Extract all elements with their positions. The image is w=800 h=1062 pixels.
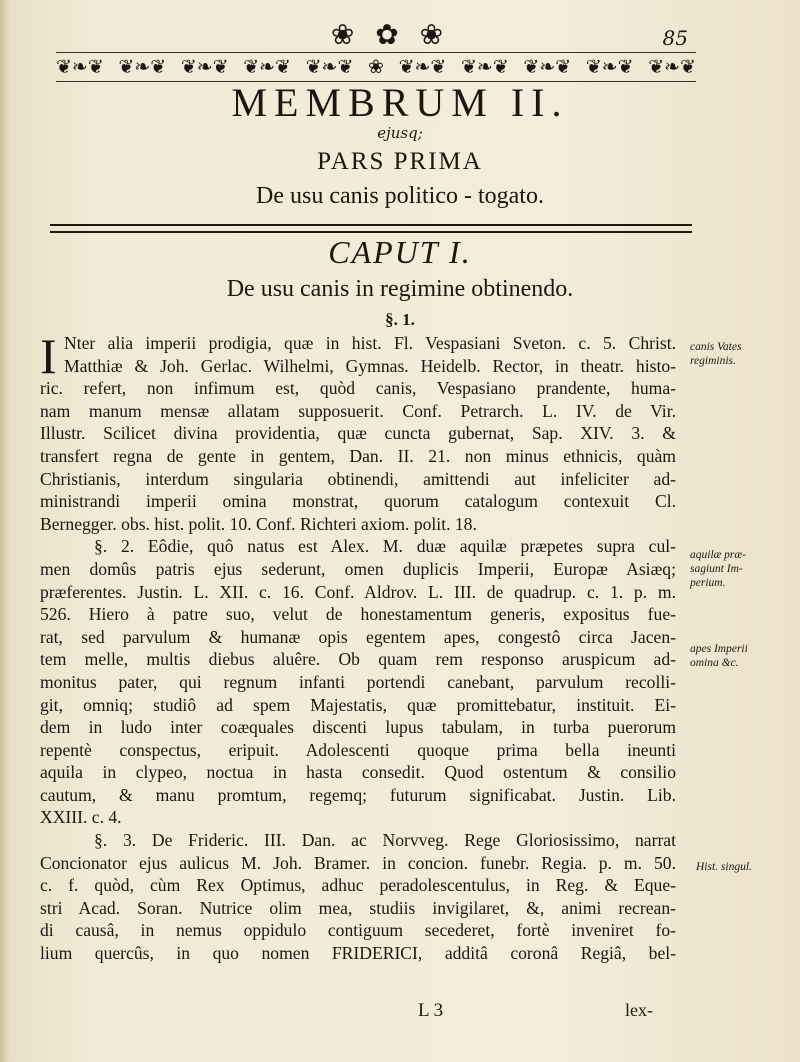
text-line: cautum, & manu promtum, regemq; futurum significabat. Justin. Lib. (40, 784, 676, 805)
drop-cap: I (40, 328, 57, 384)
ornament-glyph: ❦❧❦ (56, 56, 104, 78)
page-number: 85 (662, 26, 688, 50)
margin-note-line: apes Imperii (690, 643, 748, 655)
text-line: men domûs patris ejus sederunt, omen duplicis Imperii, Europæ Asiæq; (40, 558, 676, 579)
text-line: git, omniq; studiô ad spem Majestatis, quæ promittebatur, instituit. Ei- (40, 694, 676, 715)
ornament-glyph: ❀ (368, 56, 384, 78)
margin-note-line: Hist. singul. (696, 861, 752, 873)
pars-subtitle: De usu canis politico - togato. (256, 183, 544, 209)
margin-note (690, 340, 741, 368)
text-line: Bernegger. obs. hist. polit. 10. Conf. Richteri axiom. polit. 18. (40, 513, 477, 534)
text-line: præferentes. Justin. L. XII. c. 16. Conf. Aldrov. L. III. de quadrup. c. 1. p. m. (40, 581, 676, 602)
text-line: di causâ, in nemus oppidulo contiguum secederet, fortè inveniret fo- (40, 920, 676, 941)
margin-note-line: aquilæ præ- (690, 549, 746, 561)
text-line: §. 3. De Frideric. III. Dan. ac Norvveg. Rege Gloriosissimo, narrat (94, 830, 676, 851)
signature-mark: L 3 (418, 1000, 444, 1021)
ornament-glyph: ❦❧❦ (461, 56, 509, 78)
text-line: transfert regna de gente in gentem, Dan. II. 21. non minus ethnicis, quàm (40, 445, 676, 466)
margin-note-line: canis Vates (690, 341, 742, 353)
ornament-glyph: ❦❧❦ (585, 56, 634, 78)
ornament-glyph: ❦❧❦ (305, 56, 354, 78)
ornament-glyph: ❦❧❦ (243, 56, 291, 78)
text-line: Christianis, interdum singularia obtinendi, amittendi aut infeliciter ad- (40, 468, 676, 489)
pars-heading: PARS PRIMA (317, 148, 483, 175)
text-line: stri Acad. Soran. Nutrice olim mea, studiis invigilaret, &, animi recrean- (40, 897, 676, 918)
text-line: c. f. quòd, cùm Rex Optimus, adhuc peradolescentulus, in Reg. & Eque- (40, 875, 676, 896)
text-line: Matthiæ & Joh. Gerlac. Wilhelmi, Gymnas. Heidelb. Rector, in theatr. histo- (64, 355, 676, 376)
ornament-glyph: ❦❧❦ (398, 56, 447, 78)
text-line: Nter alia imperii prodigia, quæ in hist. Fl. Vespasiani Sveton. c. 5. Christ. (64, 333, 676, 353)
text-line: lium quercûs, in quo nomen FRIDERICI, additâ coronâ Regiâ, bel- (40, 943, 676, 964)
margin-note-line: sagiunt Im- (690, 563, 743, 575)
text-line: dem in ludo inter coæquales discenti lupus tabulam, in turba puerorum (40, 717, 676, 738)
text-line: aquila in clypeo, noctua in hasta consedit. Quod ostentum & consilio (40, 762, 676, 783)
text-line: ministrandi imperii omina monstrat, quorum catalogum contexuit Cl. (40, 491, 676, 512)
text-line: rat, sed parvulum & humanæ opis egentem apes, congestô circa Jacen- (40, 626, 676, 647)
text-line: repentè conspectus, eripuit. Adolescenti quoque prima bella ineunti (40, 739, 676, 760)
text-line: nam manum mensæ allatam supposuerit. Conf. Petrarch. L. IV. de Vir. (40, 400, 676, 421)
text-line: Illustr. Scilicet divina providentia, quæ cuncta gubernat, Sap. XIV. 3. & (40, 423, 676, 444)
ornament-glyph: ❦❧❦ (118, 56, 167, 78)
text-line: monitus pater, qui regnum infanti portendi canebant, parvulum recolli- (40, 671, 676, 692)
body-text (40, 328, 676, 965)
margin-note (696, 860, 752, 874)
ejusque-note: ejusq; (377, 124, 423, 142)
ornament-glyph: ❦❧❦ (648, 56, 696, 78)
ornament-glyph: ❦❧❦ (523, 56, 572, 78)
text-line: §. 2. Eôdie, quô natus est Alex. M. duæ aquilæ præpetes supra cul- (94, 536, 676, 557)
ornament-band (56, 52, 696, 82)
margin-note-line: omina &c. (690, 657, 739, 669)
membrum-heading: MEMBRUM II. (231, 80, 569, 125)
catchword: lex- (625, 1000, 653, 1020)
margin-note (690, 548, 746, 590)
section-mark: §. 1. (385, 310, 415, 329)
caput-title: De usu canis in regimine obtinendo. (226, 276, 574, 302)
margin-note-line: regiminis. (690, 355, 736, 367)
text-line: Concionator ejus aulicus M. Joh. Bramer. in concion. funebr. Regia. p. m. 50. (40, 852, 676, 873)
text-line: tem melle, multis diebus aluêre. Ob quam rem responso aruspicum ad- (40, 649, 676, 670)
text-line: ric. refert, non infimum est, quòd canis, Vespasiano prandente, huma- (40, 378, 676, 399)
head-ornament: ❀ ✿ ❀ (330, 18, 450, 51)
text-line: 526. Hiero à patre suo, velut de honestamentum generis, expositus fue- (40, 604, 676, 625)
ornament-glyph: ❦❧❦ (180, 56, 229, 78)
double-rule-divider (50, 224, 692, 233)
margin-note-line: perium. (690, 577, 726, 589)
margin-note (690, 642, 748, 670)
caput-heading: CAPUT I. (328, 234, 472, 270)
text-line: XXIII. c. 4. (40, 807, 122, 828)
